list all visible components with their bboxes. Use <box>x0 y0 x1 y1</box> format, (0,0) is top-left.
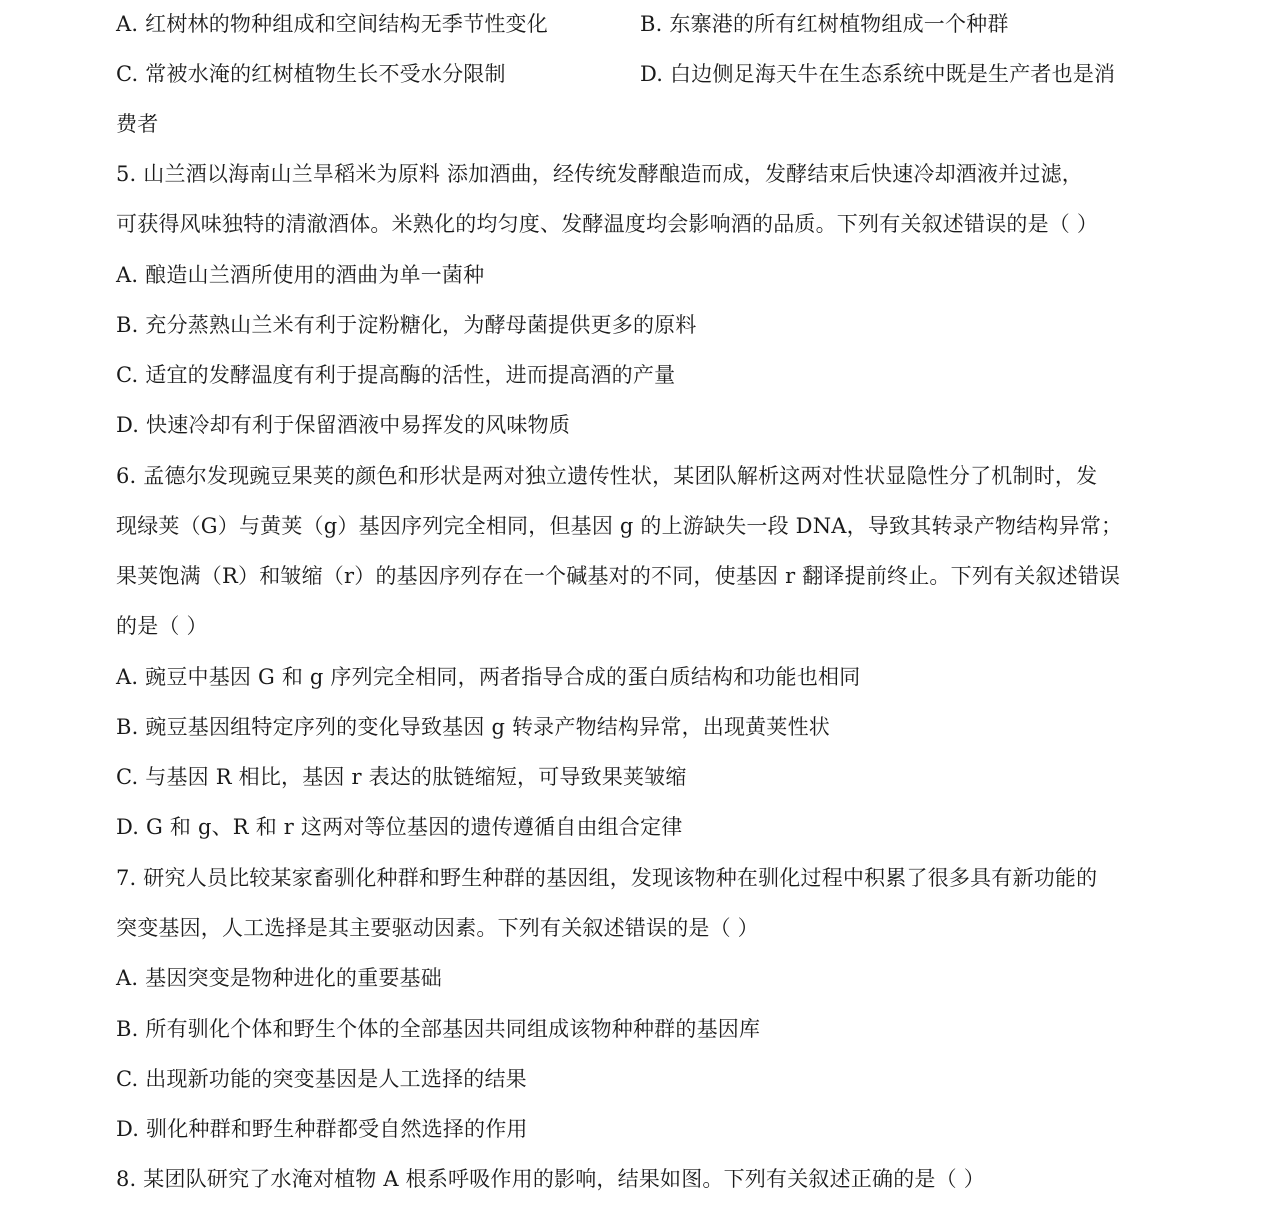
q7-option-a: A. 基因突变是物种进化的重要基础 <box>116 966 442 990</box>
q6-option-b: B. 豌豆基因组特定序列的变化导致基因 g 转录产物结构异常，出现黄荚性状 <box>116 715 830 739</box>
q5-stem-line-1: 5. 山兰酒以海南山兰旱稻米为原料 添加酒曲，经传统发酵酿造而成，发酵结束后快速冷却酒液并过滤， <box>116 162 1083 186</box>
q6-option-a: A. 豌豆中基因 G 和 g 序列完全相同，两者指导合成的蛋白质结构和功能也相同 <box>116 665 861 689</box>
q4-option-c: C. 常被水淹的红树植物生长不受水分限制 <box>116 62 506 86</box>
q5-option-a: A. 酿造山兰酒所使用的酒曲为单一菌种 <box>116 263 485 287</box>
q7-option-c: C. 出现新功能的突变基因是人工选择的结果 <box>116 1067 527 1091</box>
q7-option-b: B. 所有驯化个体和野生个体的全部基因共同组成该物种种群的基因库 <box>116 1017 761 1041</box>
q8-stem-line-1: 8. 某团队研究了水淹对植物 A 根系呼吸作用的影响，结果如图。下列有关叙述正确的是（ ） <box>116 1167 985 1191</box>
q4-option-a: A. 红树林的物种组成和空间结构无季节性变化 <box>116 12 548 36</box>
q5-option-c: C. 适宜的发酵温度有利于提高酶的活性，进而提高酒的产量 <box>116 363 676 387</box>
q5-stem-line-2: 可获得风味独特的清澈酒体。米熟化的均匀度、发酵温度均会影响酒的品质。下列有关叙述错误的是（ ） <box>116 212 1099 236</box>
q6-stem-line-3: 果荚饱满（R）和皱缩（r）的基因序列存在一个碱基对的不同，使基因 r 翻译提前终止。下列有关叙述错误 <box>116 564 1121 588</box>
q5-option-d: D. 快速冷却有利于保留酒液中易挥发的风味物质 <box>116 413 571 437</box>
q4-option-b: B. 东寨港的所有红树植物组成一个种群 <box>640 12 1009 36</box>
q7-option-d: D. 驯化种群和野生种群都受自然选择的作用 <box>116 1117 528 1141</box>
q7-stem-line-1: 7. 研究人员比较某家畜驯化种群和野生种群的基因组，发现该物种在驯化过程中积累了很多具有新功能的 <box>116 866 1098 890</box>
q4-option-d-continued: 费者 <box>116 112 159 136</box>
q6-stem-line-2: 现绿荚（G）与黄荚（g）基因序列完全相同，但基因 g 的上游缺失一段 DNA，导致其转录产物结构异常； <box>116 514 1123 538</box>
q6-option-d: D. G 和 g、R 和 r 这两对等位基因的遗传遵循自由组合定律 <box>116 815 683 839</box>
q7-stem-line-2: 突变基因，人工选择是其主要驱动因素。下列有关叙述错误的是（ ） <box>116 916 759 940</box>
q4-option-d: D. 白边侧足海天牛在生态系统中既是生产者也是消 <box>640 62 1116 86</box>
q6-stem-line-4: 的是（ ） <box>116 614 208 638</box>
q6-option-c: C. 与基因 R 相比，基因 r 表达的肽链缩短，可导致果荚皱缩 <box>116 765 687 789</box>
q6-stem-line-1: 6. 孟德尔发现豌豆果荚的颜色和形状是两对独立遗传性状，某团队解析这两对性状显隐性分了机制时，发 <box>116 464 1098 488</box>
q5-option-b: B. 充分蒸熟山兰米有利于淀粉糖化，为酵母菌提供更多的原料 <box>116 313 697 337</box>
